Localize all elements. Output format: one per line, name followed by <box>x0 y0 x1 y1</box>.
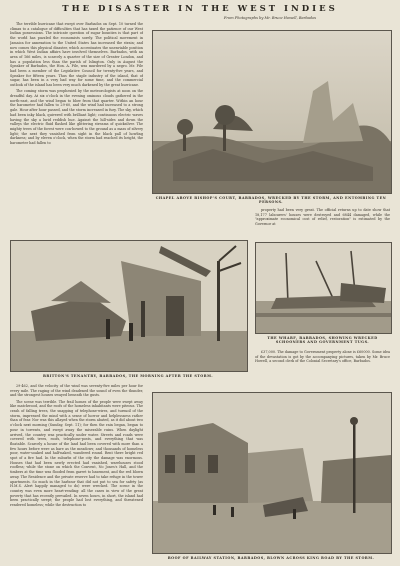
railway-station-photo <box>152 392 392 554</box>
photo-credit: From Photographs by Mr. Bruce Howell, Barbados <box>223 16 317 20</box>
paragraph: 29·462, and the velocity of the wind was seventy-five miles per hour for every mile. The raging of the wind deadened the sound of even the thunder, and the strongest houses swayed beneath the gusts. <box>10 384 143 398</box>
page-title: THE DISASTER IN THE WEST INDIES <box>62 4 338 14</box>
railway-station-caption: ROOF OF RAILWAY STATION, BARBADOS, BLOWN ACROSS KING ROAD BY THE STORM. <box>167 556 375 560</box>
article-column-1 <box>10 22 143 238</box>
tenantry-photo <box>10 240 248 372</box>
wharf-illustration <box>256 243 391 333</box>
chapel-caption: CHAPEL ABOVE BISHOP'S COURT, BARBADOS, WRECKED BY THE STORM, AND ENTOMBING TEN PERSONS. <box>155 196 387 204</box>
railway-station-illustration <box>153 393 391 553</box>
chapel-illustration <box>153 31 391 193</box>
paragraph: The terrible hurricane that swept over Barbados on Sept. 10 turned the climax to a catalogue of difficulties that has taxed the patience of our West Indian possessions. The intricate question of sugar bounties is that part of the world has puzzled the economists sorely. The political movement in Jamaica for annexation to the United States has increased the strain; and now comes this physical disaster, which accentuates the unenviable position in which West Indian affairs have involved themselves. Barbados, with an area of 166 miles, is scarcely a quarter of the size of Greater London, and has a population less than the parish of Islington. Only in August the Speaker of Barbados, the Hon. A. Pile, was murdered by a negro. Mr. Pile had been a member of the Legislative Council for twenty-five years, and Speaker for fifteen years. Thus the staple industry of the island, that of sugar, has been in a very bad way for some time, and the commercial outlook of the island has been very much darkened by the great hurricane. <box>10 22 143 88</box>
article-column-4 <box>10 384 143 560</box>
article-column-2 <box>255 208 390 238</box>
paragraph: £37,000. The damage to Government property alone is £60000. Some idea of the devastation is got by the accompanying pictures, taken by Mr. Bruce Howell, a second clerk of the Colonial Secretary's office, Barbados. <box>255 350 390 364</box>
tenantry-illustration <box>11 241 247 371</box>
article-column-3 <box>255 350 390 382</box>
paragraph: property had been very great. The official returns up to date show that 18,177 labourers' houses were destroyed and 6844 damaged, while the "approximate economical cost of relief, restoration" is estimated by the Governor at <box>255 208 390 227</box>
paragraph: The coming storm was prophesied by the meteorologists at noon on the dreadful day. At six o'clock in the evening ominous clouds gathered in the north-east, and the wind began to blow from that quarter. Within an hour the barometer had fallen to 29·60, and the wind had increased to a strong gale. Hour after hour passed, and the storm increased in fury. The sky, which had been inky black, quivered with brilliant light; continuous electric waves having the sky a lurid reddish hue. Against the hill-sides and down the valleys the electric fluid flashed like glittering streams of quicksilver. The mighty trees of the forest were con-bowed to the ground as a mass of silvery light; the next they vanished from sight in the black pall of howling darkness; and by eleven o'clock, when the storm had reached its height, the barometer had fallen to <box>10 89 143 146</box>
wharf-caption: THE WHARF, BARBADOS, SHOWING WRECKED SCHOONERS AND GOVERNMENT TUGS. <box>267 336 378 344</box>
wharf-photo <box>255 242 392 334</box>
tenantry-caption: BRITTON'S TENANTRY, BARBADOS, THE MORNING AFTER THE STORM. <box>42 374 213 378</box>
chapel-photo <box>152 30 392 194</box>
paragraph: The scene was terrible. The frail homes of the people were swept away like matchwood, and the roofs of the homeless inhabitants were piteous. The crash of falling trees, the snapping of telephone-wires, and turmoil of the storm, impressed the mind with a sense of horror and helplessness rather than of fear. Nor was this allayed when the storm abated, as it did about two o'clock next morning (Sunday, Sept. 11); for then the rain began, began to pour in torrents, and swept away the miserable ruins. When daylight arrived, the country was practically under water. Streets and roads were covered with trees, roofs, telephone-posts, and everything that was floatable. Scarcely a house of the land had been covered with more than a few hours before were as bare as the meadows; and thousands of homeless poor, water-soaked and half-naked, wandered round. Rent there bright red spot of a fire had. In the suburbs of the city the damage was enormous. Houses that had been newly erected had vanished, warehouses stood roofless; while the stone on which the Convent, No Jones's Hall, and the timbers at the time was flooded from garret to basement, and the red blown away. The Residence and the private reserve had to take refuge in the tower apartments. So much in the harbour that did not put to sea for safety (as H.M.S. Alert happily managed to do) were wrecked. The scene in the country was even more heart-rending: all the cases in view of the great poverty that has recently prevailed. In seven hours, in short, the island had been practically swept; the people had lost everything, and threatened rendered homeless; while the destruction to <box>10 399 143 508</box>
